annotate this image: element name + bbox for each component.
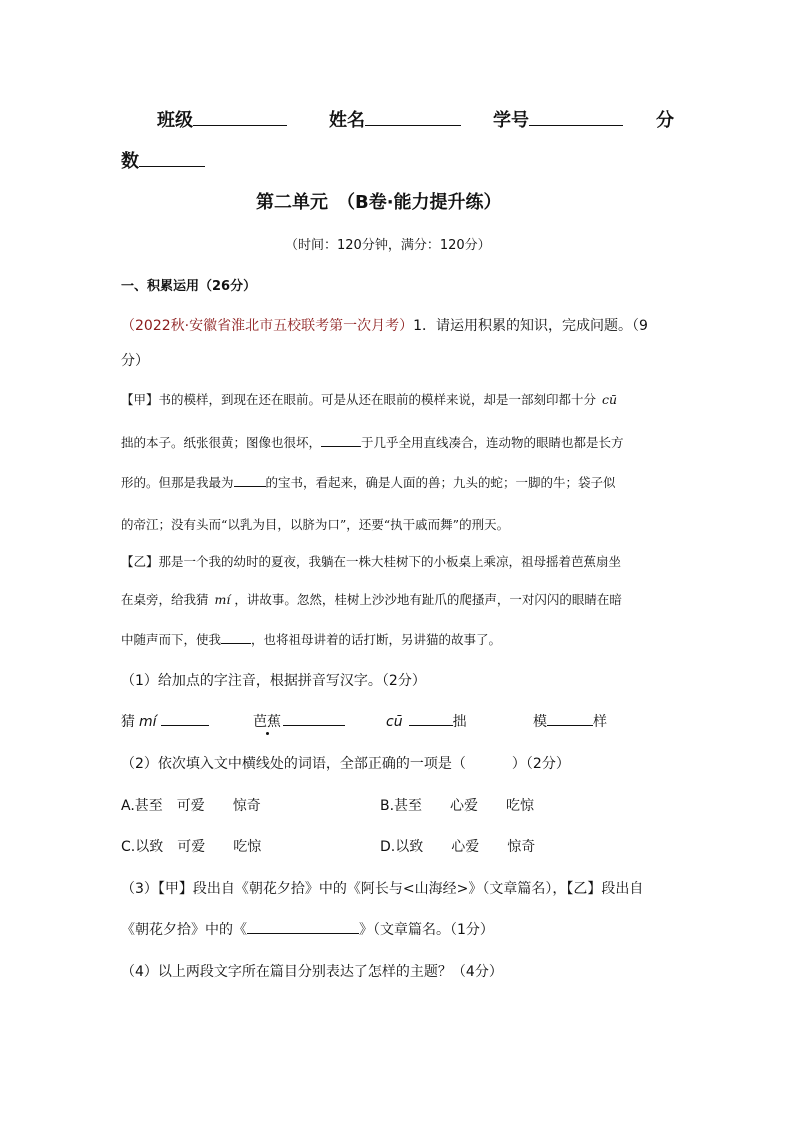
score-field[interactable] xyxy=(139,150,205,167)
passage-text: 在桌旁，给我猜 xyxy=(121,592,209,607)
passage-text: 于几乎全用直线凑合，连动物的眼睛也都是长方 xyxy=(361,435,624,450)
label-text: ）（2分） xyxy=(511,756,570,772)
passage-yi-line-3 xyxy=(121,630,501,648)
student-id-row xyxy=(493,106,623,132)
label-text: 《朝花夕拾》中的《 xyxy=(121,922,247,938)
page-subtitle: （时间：120分钟，满分：120分） xyxy=(285,238,491,253)
answer-blank-4[interactable] xyxy=(547,712,593,726)
passage-text: 的宝书，看起来，确是人面的兽；九头的蛇；一脚的牛；袋子似 xyxy=(265,475,616,490)
question-stem: 1．请运用积累的知识，完成问题。（9 xyxy=(413,318,648,334)
pinyin-mi: mí xyxy=(214,592,231,607)
subquestion-2-label xyxy=(121,753,570,773)
blank-1[interactable] xyxy=(321,433,361,447)
subquestion-1-item-3 xyxy=(386,711,467,731)
score-label-part1: 分 xyxy=(656,110,674,131)
label-text: 》（文章篇名。（1分） xyxy=(359,922,494,938)
passage-text: 拙的本子。纸张很黄；图像也很坏， xyxy=(121,435,322,450)
item-text: 猜 xyxy=(121,714,135,730)
subquestion-1-label: （1）给加点的字注音，根据拼音写汉字。（2分） xyxy=(121,673,426,689)
answer-blank-1[interactable] xyxy=(161,712,209,726)
passage-text: 【甲】书的模样，到现在还在眼前。可是从还在眼前的模样来说，却是一部刻印都十分 xyxy=(121,392,597,407)
passage-yi-line-1: 【乙】那是一个我的幼时的夏夜，我躺在一株大桂树下的小板桌上乘凉，祖母摇着芭蕉扇坐 xyxy=(121,554,622,569)
subquestion-4-label: （4）以上两段文字所在篇目分别表达了怎样的主题？（4分） xyxy=(121,964,503,980)
passage-text: 中随声而下，使我 xyxy=(121,632,222,647)
label-text: （2）依次填入文中横线处的词语，全部正确的一项是（ xyxy=(121,756,466,772)
subquestion-1-item-4 xyxy=(533,711,607,731)
name-field[interactable] xyxy=(365,109,461,126)
class-label-row xyxy=(157,106,287,132)
option-d[interactable]: D.以致 心爱 惊奇 xyxy=(380,839,536,855)
score-label-part2: 数 xyxy=(121,151,139,172)
name-label: 姓名 xyxy=(329,110,365,131)
item-text: 样 xyxy=(593,714,607,730)
item-pinyin: mí xyxy=(139,714,157,730)
passage-jia-line-2 xyxy=(121,433,624,451)
passage-text: ，讲故事。忽然，桂树上沙沙地有趾爪的爬搔声，一对闪闪的眼睛在暗 xyxy=(234,592,622,607)
class-label: 班级 xyxy=(157,110,193,131)
subquestion-1-item-1 xyxy=(121,711,209,731)
option-a[interactable]: A.甚至 可爱 惊奇 xyxy=(121,798,261,814)
pinyin-cu: cū xyxy=(602,392,618,407)
passage-text: 形的。但那是我最为 xyxy=(121,475,234,490)
blank-3[interactable] xyxy=(221,630,251,644)
passage-jia-line-1 xyxy=(121,390,617,408)
question-source: （2022秋·安徽省淮北市五校联考第一次月考） xyxy=(121,318,414,334)
question-1 xyxy=(121,315,648,335)
passage-jia-line-4: 的帝江；没有头而“以乳为目，以脐为口”，还要“执干戚而舞”的刑天。 xyxy=(121,517,510,532)
option-c[interactable]: C.以致 可爱 吃惊 xyxy=(121,839,262,855)
passage-yi-line-2 xyxy=(121,590,622,608)
answer-blank-title[interactable] xyxy=(247,920,359,934)
passage-text: ，也将祖母讲着的话打断，另讲猫的故事了。 xyxy=(251,632,502,647)
passage-jia-line-3 xyxy=(121,473,616,491)
section-heading: 一、积累运用（26分） xyxy=(121,279,257,294)
item-pinyin: cū xyxy=(386,714,403,730)
name-label-row xyxy=(329,106,461,132)
page-title: 第二单元 （B卷·能力提升练） xyxy=(256,192,502,213)
subquestion-3-line-2 xyxy=(121,919,494,939)
student-id-label: 学号 xyxy=(493,110,529,131)
item-text: 芭蕉 xyxy=(253,714,281,730)
blank-2[interactable] xyxy=(234,473,266,487)
item-text: 模 xyxy=(533,714,547,730)
answer-blank-3[interactable] xyxy=(409,712,453,726)
item-text: 拙 xyxy=(452,714,467,730)
option-b[interactable]: B.甚至 心爱 吃惊 xyxy=(380,798,535,814)
score-label-row xyxy=(121,147,205,173)
student-id-field[interactable] xyxy=(529,109,623,126)
subquestion-1-item-2 xyxy=(253,711,345,731)
subquestion-3-line-1: （3）【甲】段出自《朝花夕拾》中的《阿长与<山海经>》（文章篇名），【乙】段出自 xyxy=(121,881,644,897)
answer-blank-2[interactable] xyxy=(283,712,345,726)
question-stem-cont: 分） xyxy=(121,353,149,369)
class-field[interactable] xyxy=(193,109,287,126)
